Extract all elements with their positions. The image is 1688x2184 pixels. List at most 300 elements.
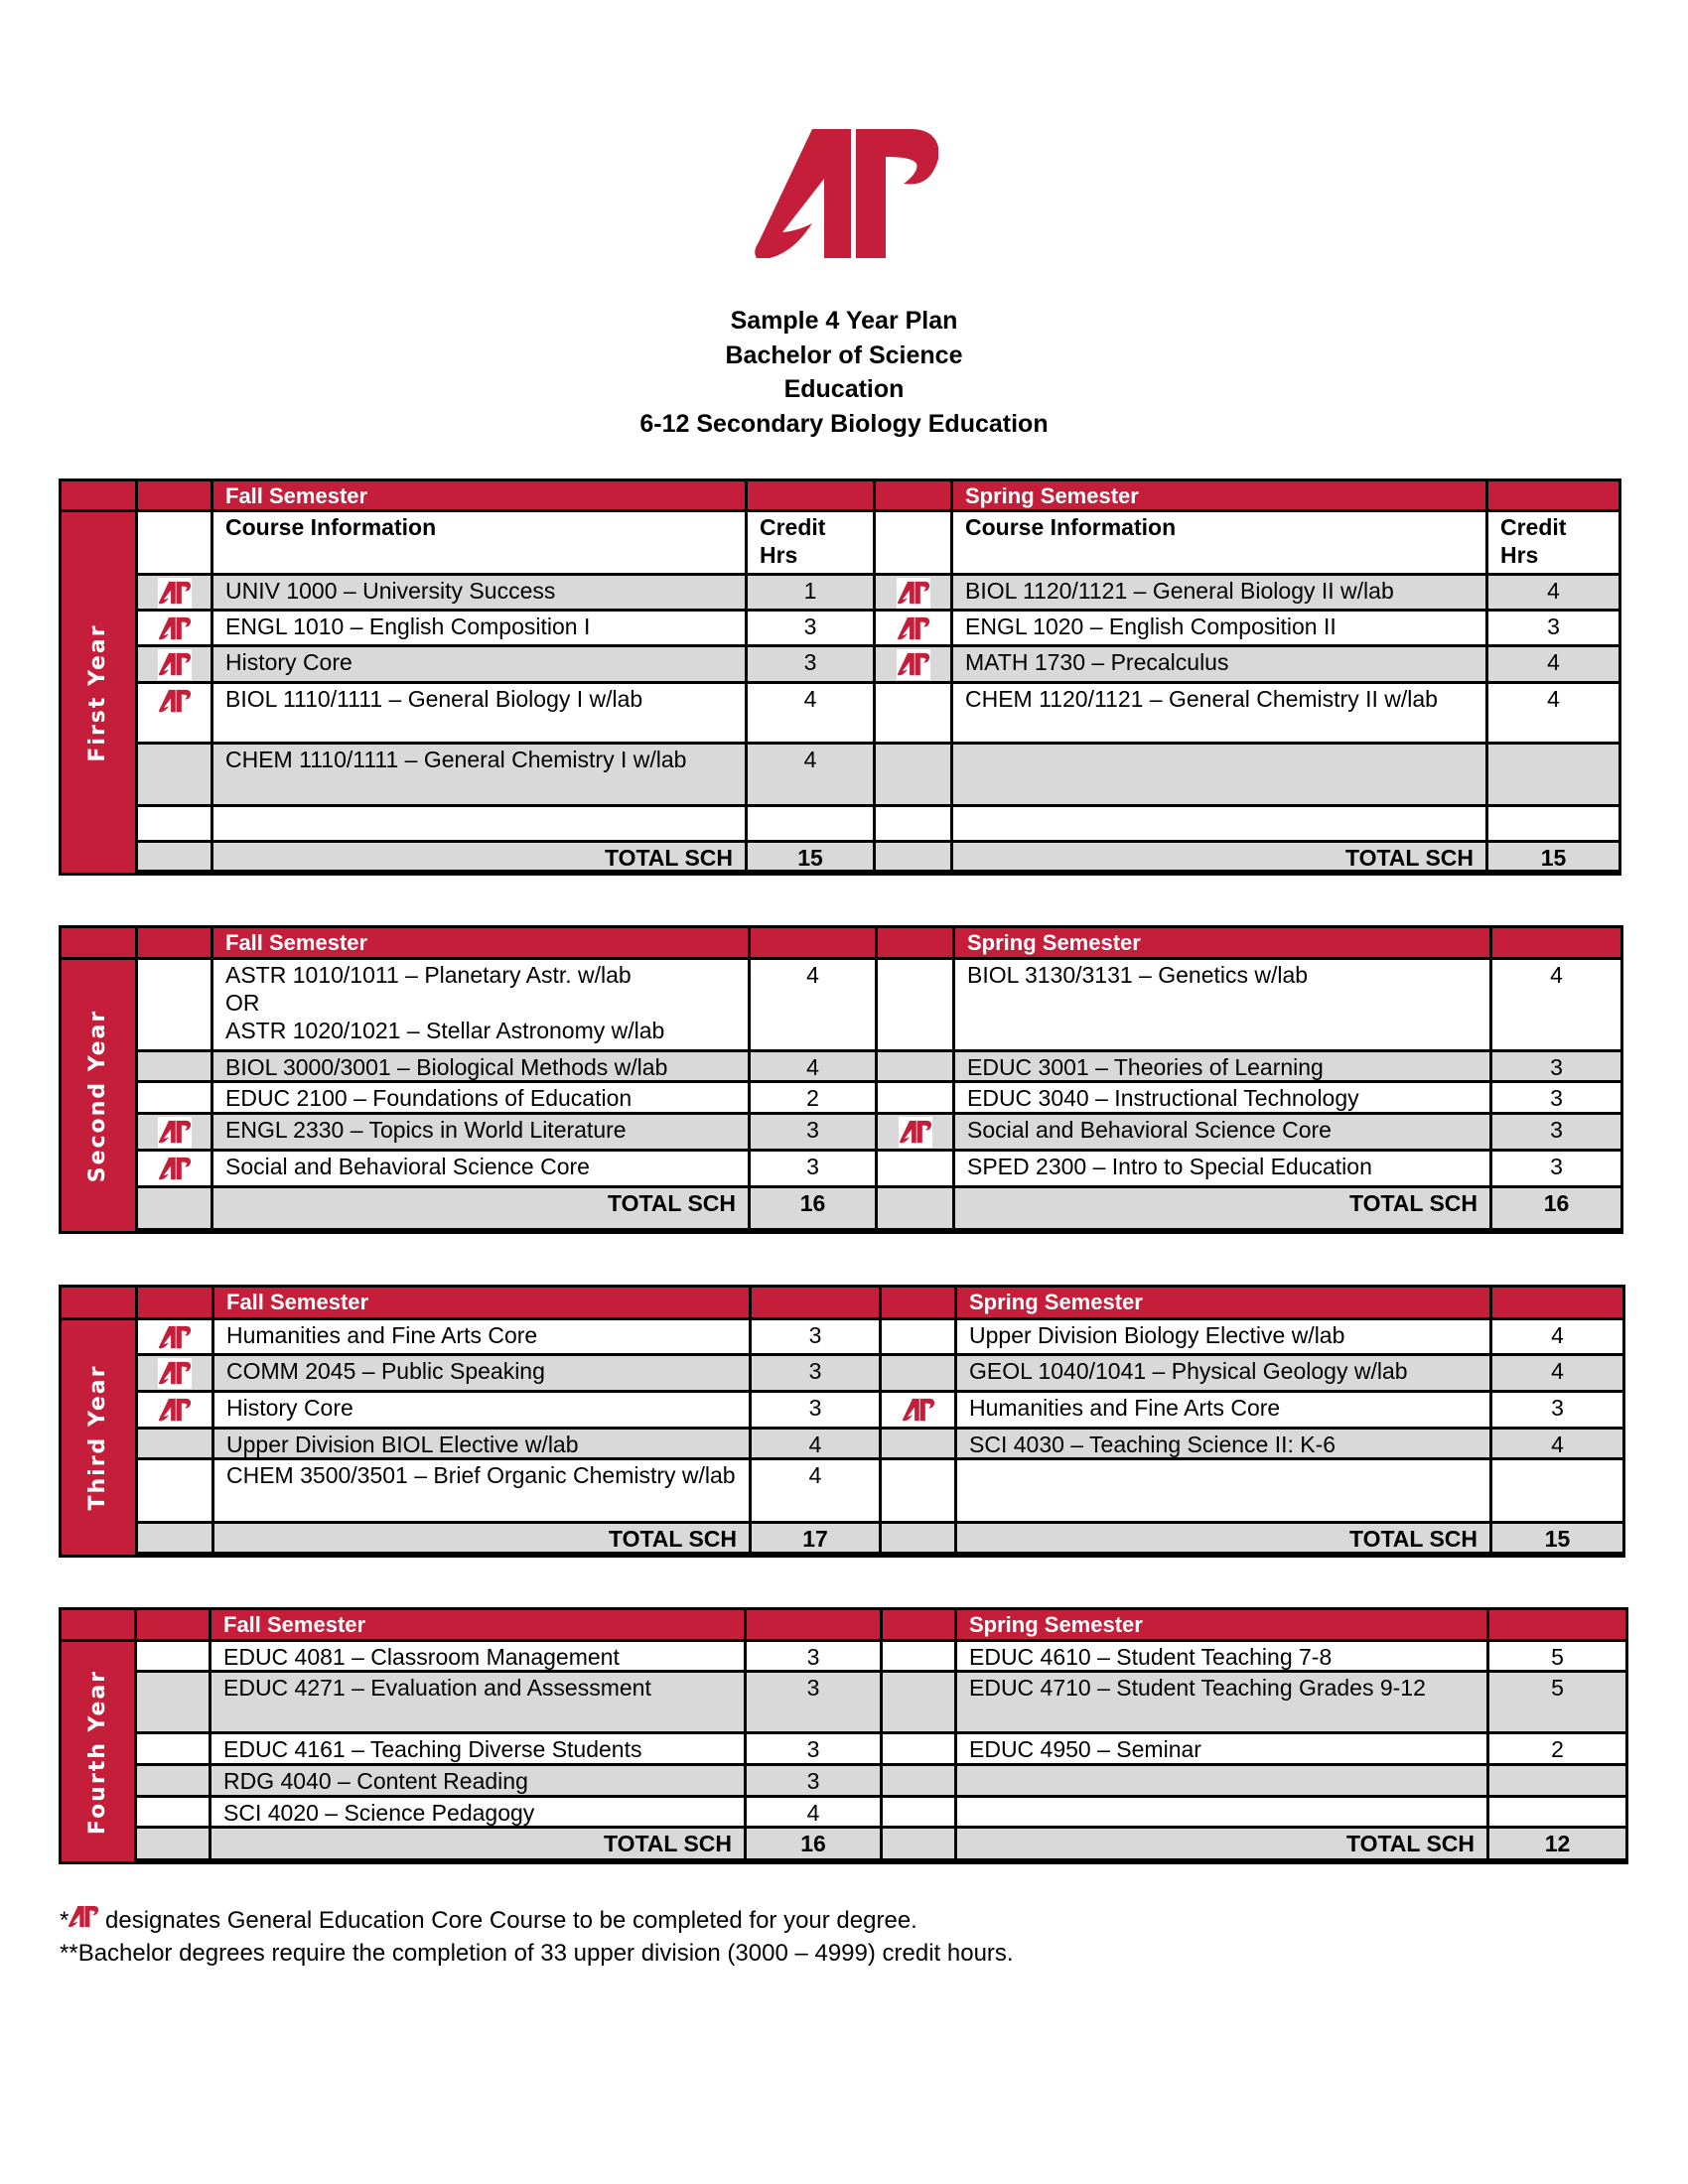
credit-hrs-label: Credit Hrs	[760, 514, 826, 568]
credit-hours-value: 5	[1551, 1644, 1564, 1670]
course-text	[226, 1431, 741, 1458]
spring-total: 15	[1544, 1526, 1571, 1552]
course-row	[138, 807, 1618, 843]
course-name: Upper Division BIOL Elective w/lab	[226, 1432, 579, 1457]
course-cell	[955, 960, 1492, 1049]
course-text	[225, 1053, 740, 1081]
year-label: First Year	[85, 622, 110, 762]
course-text	[226, 1394, 741, 1422]
credit-hours	[1492, 1320, 1622, 1353]
course-name: History Core	[226, 1395, 353, 1421]
total-label-text: TOTAL SCH	[607, 1190, 736, 1216]
course-text	[969, 1321, 1481, 1349]
total-label	[957, 1829, 1489, 1858]
course-text	[225, 961, 740, 1044]
course-row	[138, 576, 1618, 612]
year-corner	[62, 481, 138, 512]
fall-semester-header	[213, 481, 748, 509]
credit-hours	[1492, 1430, 1622, 1457]
credit-hours	[751, 1152, 878, 1185]
blank-cell	[137, 1829, 211, 1858]
course-text	[223, 1674, 736, 1702]
footnote-1-asterisk: *	[60, 1907, 70, 1934]
core-icon-cell	[876, 807, 953, 840]
course-text	[225, 648, 737, 676]
ap-core-icon	[158, 578, 192, 609]
credit-hours-value: 5	[1551, 1675, 1564, 1701]
credit-hours-value: 3	[803, 614, 817, 639]
course-text	[225, 577, 737, 605]
blank-cell	[883, 1829, 957, 1858]
course-row	[138, 1460, 1622, 1524]
course-cell	[953, 576, 1488, 609]
credit-hours	[748, 684, 876, 742]
credit-hours	[1488, 684, 1618, 742]
course-row	[138, 684, 1618, 745]
course-cell	[213, 612, 748, 644]
credit-hours	[751, 1115, 878, 1149]
course-name: MATH 1730 – Precalculus	[965, 649, 1229, 675]
course-name: EDUC 4081 – Classroom Management	[223, 1644, 620, 1670]
course-cell	[213, 647, 748, 681]
credit-hours	[751, 1083, 878, 1112]
course-text	[225, 1084, 740, 1112]
footnote-1-text: designates General Education Core Course to be completed for your degree.	[98, 1907, 917, 1934]
course-cell	[957, 1673, 1489, 1731]
course-cell	[957, 1460, 1492, 1521]
credit-hours	[752, 1393, 882, 1427]
course-row	[137, 1766, 1625, 1798]
fall-total: 15	[797, 845, 823, 871]
course-name: SCI 4030 – Teaching Science II: K-6	[969, 1432, 1336, 1457]
column-header-row	[138, 512, 1618, 576]
credit-hours-value: 3	[803, 649, 817, 675]
core-icon-cell	[138, 1052, 213, 1080]
credit-hours	[1492, 1393, 1622, 1427]
ap-core-icon	[897, 614, 930, 644]
course-row	[138, 647, 1618, 684]
course-cell	[214, 1356, 752, 1390]
course-name: CHEM 3500/3501 – Brief Organic Chemistry w/lab	[226, 1462, 736, 1488]
total-row	[138, 843, 1618, 873]
course-name: SPED 2300 – Intro to Special Education	[967, 1154, 1372, 1179]
core-icon-cell	[138, 745, 213, 804]
total-label-text: TOTAL SCH	[603, 1831, 732, 1856]
total-label	[957, 1524, 1492, 1552]
credit-hours-value: 2	[1551, 1736, 1564, 1762]
course-cell	[214, 1460, 752, 1521]
core-icon-cell	[882, 1460, 957, 1521]
fall-total: 17	[802, 1526, 828, 1552]
credit-hours-value: 4	[803, 686, 817, 712]
core-icon-cell	[138, 647, 213, 681]
course-name: BIOL 1120/1121 – General Biology II w/lab	[965, 578, 1394, 604]
course-cell	[957, 1798, 1489, 1826]
course-text	[225, 613, 737, 640]
credit-hours	[1492, 960, 1620, 1049]
core-icon-cell	[883, 1766, 957, 1795]
blank-cell	[882, 1524, 957, 1552]
course-name: History Core	[225, 649, 352, 675]
course-name: EDUC 4161 – Teaching Diverse Students	[223, 1736, 642, 1762]
spring-semester-label: Spring Semester	[965, 483, 1139, 508]
credit-hours-value: 4	[808, 1432, 822, 1457]
core-icon-cell	[882, 1320, 957, 1353]
core-icon-cell	[137, 1766, 211, 1795]
credit-hours-value: 3	[806, 1154, 819, 1179]
course-name: Social and Behavioral Science Core	[967, 1117, 1332, 1143]
credit-hours	[1488, 576, 1618, 609]
blank-cell	[876, 512, 953, 573]
course-cell	[213, 576, 748, 609]
fall-total	[747, 1829, 883, 1858]
credit-hours-value: 2	[806, 1085, 819, 1111]
credit-hrs-header	[1488, 512, 1618, 573]
core-icon-cell	[138, 1430, 214, 1457]
core-icon-cell	[138, 1083, 213, 1112]
total-label-text: TOTAL SCH	[608, 1526, 737, 1552]
course-text	[969, 1394, 1481, 1422]
spring-semester-header	[957, 1610, 1489, 1639]
course-text	[223, 1643, 736, 1671]
course-text	[965, 685, 1477, 713]
core-icon-cell	[138, 1115, 213, 1149]
year-corner	[62, 1288, 138, 1320]
semester-header-row	[138, 928, 1620, 960]
year-4-table	[59, 1607, 1628, 1864]
course-name: ENGL 2330 – Topics in World Literature	[225, 1117, 627, 1143]
course-text	[225, 746, 737, 773]
course-cell	[957, 1320, 1492, 1353]
year-label-cell	[62, 960, 138, 1231]
course-cell	[213, 745, 748, 804]
core-icon-cell	[876, 684, 953, 742]
credit-hours-value: 3	[806, 1117, 819, 1143]
course-info-label: Course Information	[965, 514, 1177, 540]
footnote-2	[60, 1939, 1014, 1969]
course-name: BIOL 3000/3001 – Biological Methods w/lab	[225, 1054, 668, 1080]
footnote-1	[60, 1904, 917, 1936]
course-text	[965, 577, 1477, 605]
course-alternative: ASTR 1020/1021 – Stellar Astronomy w/lab	[225, 1018, 665, 1043]
course-name: SCI 4020 – Science Pedagogy	[223, 1800, 535, 1826]
course-cell	[957, 1766, 1489, 1795]
header-blank	[883, 1610, 957, 1639]
core-icon-cell	[138, 1460, 214, 1521]
core-icon-cell	[138, 1393, 214, 1427]
fall-total	[752, 1524, 882, 1552]
course-name: COMM 2045 – Public Speaking	[226, 1358, 545, 1384]
course-row	[138, 1115, 1620, 1152]
core-icon-cell	[137, 1734, 211, 1763]
blank-cell	[138, 1188, 213, 1228]
course-cell	[214, 1320, 752, 1353]
spring-total: 16	[1543, 1190, 1570, 1216]
credit-hours-value: 4	[806, 962, 819, 988]
spring-total	[1489, 1829, 1625, 1858]
credit-hours-value: 3	[808, 1358, 822, 1384]
credit-hours-value: 4	[1551, 1432, 1564, 1457]
credit-hours	[747, 1673, 883, 1731]
core-icon-cell	[878, 1152, 955, 1185]
year-2-table	[59, 925, 1623, 1234]
header-blank	[138, 481, 213, 509]
course-text	[225, 685, 737, 713]
course-cell	[213, 684, 748, 742]
credit-hours	[1492, 1115, 1620, 1149]
credit-hours	[748, 647, 876, 681]
spring-semester-header	[957, 1288, 1492, 1317]
title-line-2: Bachelor of Science	[725, 341, 963, 369]
credit-hours-value: 3	[806, 1644, 820, 1670]
credit-hours	[752, 1320, 882, 1353]
credit-hours	[1492, 1356, 1622, 1390]
credit-hours-value: 4	[1547, 649, 1560, 675]
fall-semester-label: Fall Semester	[225, 483, 368, 508]
fall-semester-label: Fall Semester	[226, 1290, 369, 1314]
core-icon-cell	[137, 1642, 211, 1670]
course-info-header	[953, 512, 1488, 573]
ap-core-icon	[158, 1395, 192, 1426]
course-text	[967, 1116, 1481, 1144]
header-blank	[882, 1288, 957, 1317]
credit-hrs-label: Credit Hrs	[1500, 514, 1567, 568]
semester-header-row	[138, 481, 1618, 512]
course-name: Upper Division Biology Elective w/lab	[969, 1322, 1345, 1348]
ap-core-icon	[158, 1117, 192, 1148]
course-name: EDUC 4271 – Evaluation and Assessment	[223, 1675, 651, 1701]
blank-cell	[138, 512, 213, 573]
course-text	[965, 648, 1477, 676]
core-icon-cell	[878, 1052, 955, 1080]
credit-hours-value: 4	[1551, 1322, 1564, 1348]
course-cell	[214, 1430, 752, 1457]
credit-hours-value: 3	[1550, 1054, 1563, 1080]
course-name: Humanities and Fine Arts Core	[226, 1322, 538, 1348]
credit-hours-value: 3	[1550, 1154, 1563, 1179]
course-name: ENGL 1020 – English Composition II	[965, 614, 1336, 639]
course-info-header	[213, 512, 748, 573]
credit-hours	[1488, 807, 1618, 840]
course-text	[967, 1153, 1481, 1180]
course-name: EDUC 4610 – Student Teaching 7-8	[969, 1644, 1333, 1670]
course-name: Social and Behavioral Science Core	[225, 1154, 590, 1179]
credit-hours	[1492, 1052, 1620, 1080]
year-label: Fourth Year	[84, 1669, 110, 1835]
ap-core-icon	[897, 578, 930, 609]
ap-core-icon	[158, 614, 192, 644]
year-corner	[62, 1610, 137, 1642]
header-blank	[138, 1288, 214, 1317]
fall-semester-header	[214, 1288, 752, 1317]
core-icon-cell	[138, 1320, 214, 1353]
course-name: UNIV 1000 – University Success	[225, 578, 556, 604]
core-icon-cell	[876, 745, 953, 804]
ap-core-icon	[158, 649, 192, 680]
total-label-text: TOTAL SCH	[1345, 1831, 1475, 1856]
blank-cell	[878, 1188, 955, 1228]
spring-total: 12	[1544, 1831, 1571, 1856]
core-icon-cell	[883, 1673, 957, 1731]
spring-total	[1488, 843, 1618, 870]
ap-core-icon	[69, 1904, 98, 1930]
credit-hours-value: 1	[803, 578, 817, 604]
year-3-table	[59, 1285, 1625, 1558]
course-cell	[213, 807, 748, 840]
core-icon-cell	[876, 612, 953, 644]
year-label: Third Year	[85, 1364, 110, 1511]
total-label	[953, 843, 1488, 870]
core-icon-cell	[883, 1734, 957, 1763]
credit-hours	[748, 612, 876, 644]
core-icon-cell	[878, 1115, 955, 1149]
core-icon-cell	[876, 576, 953, 609]
core-icon-cell	[882, 1430, 957, 1457]
course-text	[225, 1116, 740, 1144]
spring-total	[1492, 1524, 1622, 1552]
course-row	[138, 960, 1620, 1052]
course-row	[137, 1673, 1625, 1734]
header-blank	[878, 928, 955, 957]
total-label-text: TOTAL SCH	[1348, 1190, 1477, 1216]
credit-hours-value: 3	[808, 1322, 822, 1348]
course-row	[138, 1393, 1622, 1430]
course-info-label: Course Information	[225, 514, 437, 540]
course-text	[969, 1674, 1478, 1702]
course-text	[969, 1431, 1481, 1458]
credit-hours-value: 4	[1547, 578, 1560, 604]
core-icon-cell	[882, 1393, 957, 1427]
core-icon-cell	[137, 1798, 211, 1826]
course-row	[137, 1734, 1625, 1766]
course-text	[965, 613, 1477, 640]
header-blank	[748, 481, 876, 509]
course-name: BIOL 3130/3131 – Genetics w/lab	[967, 962, 1309, 988]
core-icon-cell	[883, 1798, 957, 1826]
credit-hours	[747, 1798, 883, 1826]
spring-semester-header	[955, 928, 1492, 957]
credit-hours-value: 4	[808, 1462, 822, 1488]
total-row	[137, 1829, 1625, 1861]
course-cell	[957, 1430, 1492, 1457]
fall-semester-header	[211, 1610, 747, 1639]
year-label-cell	[62, 1642, 137, 1861]
course-text	[226, 1461, 741, 1489]
document-title	[0, 304, 1688, 441]
credit-hours	[1492, 1083, 1620, 1112]
spring-semester-header	[953, 481, 1488, 509]
credit-hours-value: 3	[1551, 1395, 1564, 1421]
core-icon-cell	[138, 960, 213, 1049]
course-cell	[957, 1393, 1492, 1427]
credit-hours-value: 3	[1547, 614, 1560, 639]
course-row	[138, 1430, 1622, 1460]
course-name: GEOL 1040/1041 – Physical Geology w/lab	[969, 1358, 1408, 1384]
core-icon-cell	[882, 1356, 957, 1390]
fall-total	[748, 843, 876, 870]
year-label-cell	[62, 1320, 138, 1555]
year-1-table	[59, 478, 1621, 876]
course-name: EDUC 4950 – Seminar	[969, 1736, 1201, 1762]
course-cell	[214, 1393, 752, 1427]
total-row	[138, 1188, 1620, 1231]
header-blank	[747, 1610, 883, 1639]
course-name: EDUC 3040 – Instructional Technology	[967, 1085, 1359, 1111]
credit-hours-value: 4	[806, 1800, 820, 1826]
credit-hours-value: 4	[1550, 962, 1563, 988]
course-row	[137, 1798, 1625, 1829]
course-text	[969, 1643, 1478, 1671]
fall-total: 16	[800, 1831, 826, 1856]
year-label: Second Year	[85, 1009, 110, 1182]
spring-total: 15	[1540, 845, 1567, 871]
total-label	[213, 1188, 751, 1228]
credit-hours	[752, 1356, 882, 1390]
course-cell	[957, 1642, 1489, 1670]
course-cell	[953, 807, 1488, 840]
fall-semester-label: Fall Semester	[223, 1612, 366, 1637]
total-label	[214, 1524, 752, 1552]
credit-hours	[751, 1052, 878, 1080]
course-cell	[211, 1673, 747, 1731]
title-line-3: Education	[783, 375, 905, 403]
core-icon-cell	[883, 1642, 957, 1670]
blank-cell	[138, 1524, 214, 1552]
course-name: CHEM 1120/1121 – General Chemistry II w/lab	[965, 686, 1438, 712]
credit-hours-value: 3	[808, 1395, 822, 1421]
course-cell	[211, 1766, 747, 1795]
credit-hours	[1489, 1766, 1625, 1795]
credit-hours	[1492, 1152, 1620, 1185]
course-text	[967, 961, 1481, 989]
credit-hours-value: 3	[1550, 1085, 1563, 1111]
credit-hours	[752, 1430, 882, 1457]
header-blank	[137, 1610, 211, 1639]
course-cell	[955, 1052, 1492, 1080]
course-name: BIOL 1110/1111 – General Biology I w/lab	[225, 686, 643, 712]
course-name: ASTR 1010/1011 – Planetary Astr. w/lab	[225, 962, 632, 988]
spring-semester-label: Spring Semester	[969, 1290, 1143, 1314]
course-name: EDUC 2100 – Foundations of Education	[225, 1085, 633, 1111]
course-cell	[211, 1642, 747, 1670]
course-cell	[953, 612, 1488, 644]
course-name: Humanities and Fine Arts Core	[969, 1395, 1281, 1421]
credit-hours	[1492, 1460, 1622, 1521]
title-line-4: 6-12 Secondary Biology Education	[639, 409, 1049, 438]
course-cell	[955, 1083, 1492, 1112]
core-icon-cell	[138, 1152, 213, 1185]
course-row	[138, 1052, 1620, 1083]
spring-semester-label: Spring Semester	[967, 930, 1141, 955]
course-row	[138, 1320, 1622, 1356]
credit-hours	[748, 576, 876, 609]
header-blank	[751, 928, 878, 957]
course-row	[138, 745, 1618, 807]
credit-hours	[751, 960, 878, 1049]
header-blank	[1488, 481, 1618, 509]
course-text	[225, 1153, 740, 1180]
course-text	[969, 1735, 1478, 1763]
course-cell	[957, 1734, 1489, 1763]
header-blank	[1492, 928, 1620, 957]
core-icon-cell	[138, 807, 213, 840]
university-logo	[755, 129, 938, 263]
total-label	[213, 843, 748, 870]
total-label	[211, 1829, 747, 1858]
course-text	[967, 1053, 1481, 1081]
credit-hours-value: 3	[806, 1736, 820, 1762]
course-cell	[213, 1152, 751, 1185]
